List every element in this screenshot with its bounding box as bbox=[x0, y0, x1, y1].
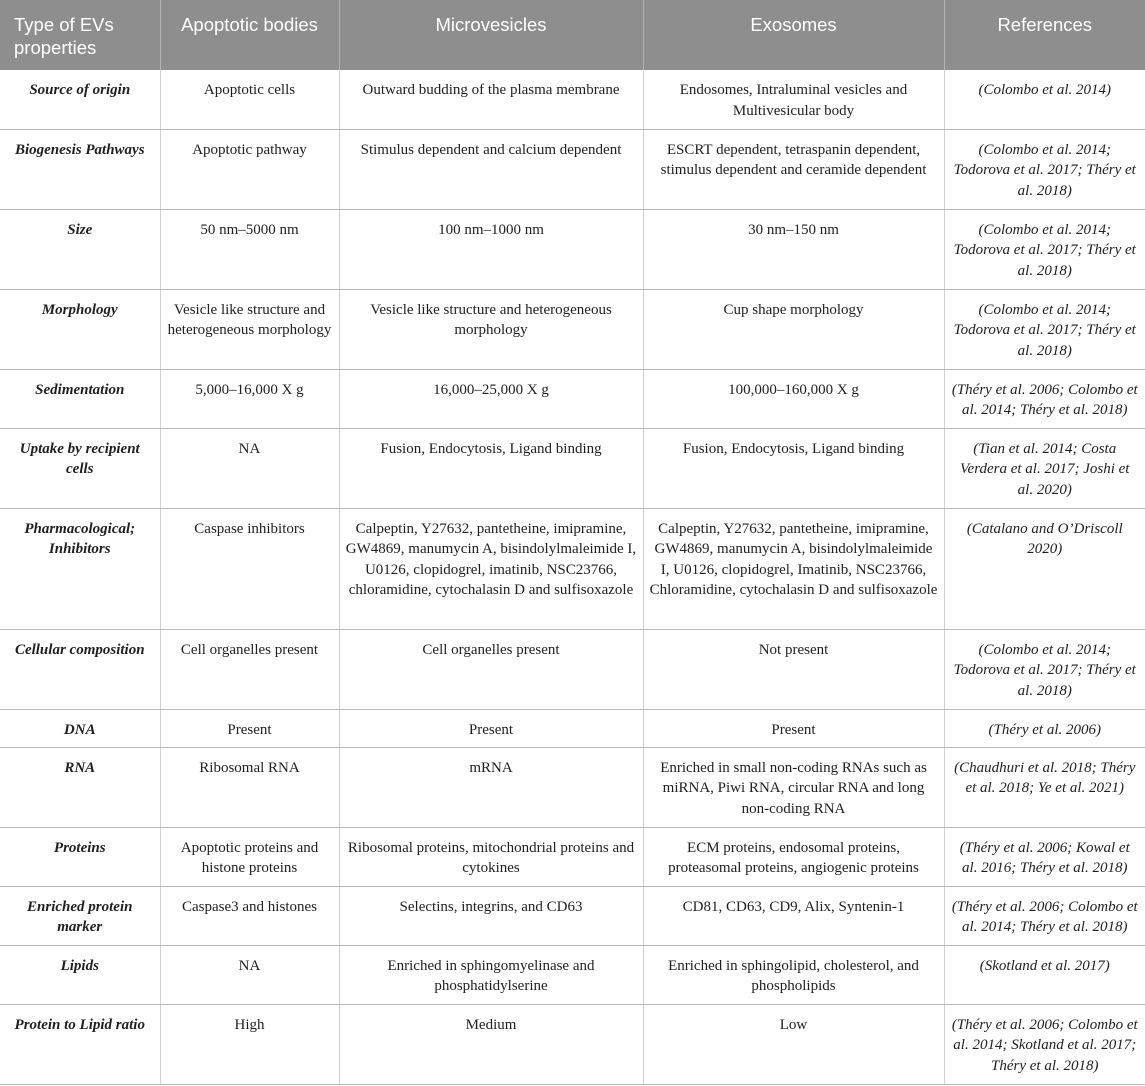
reference-cell: (Colombo et al. 2014) bbox=[944, 70, 1145, 129]
property-cell: Source of origin bbox=[0, 70, 160, 129]
exosomes-cell: ESCRT dependent, tetraspanin dependent, stimulus dependent and ceramide dependent bbox=[643, 129, 944, 209]
header-exosomes: Exosomes bbox=[643, 0, 944, 70]
reference-cell: (Théry et al. 2006) bbox=[944, 709, 1145, 747]
exosomes-cell: 30 nm–150 nm bbox=[643, 209, 944, 289]
table-row bbox=[0, 709, 1145, 747]
apoptotic-bodies-cell: Apoptotic cells bbox=[160, 70, 339, 129]
apoptotic-bodies-cell: Vesicle like structure and heterogeneous morphology bbox=[160, 289, 339, 369]
exosomes-cell: Present bbox=[643, 709, 944, 747]
microvesicles-cell: Medium bbox=[339, 1004, 643, 1084]
property-cell: Biogenesis Pathways bbox=[0, 129, 160, 209]
property-cell: Cellular composition bbox=[0, 629, 160, 709]
property-cell: Sedimentation bbox=[0, 369, 160, 428]
microvesicles-cell: Stimulus dependent and calcium dependent bbox=[339, 129, 643, 209]
table-row bbox=[0, 508, 1145, 629]
property-cell: Size bbox=[0, 209, 160, 289]
microvesicles-cell: Fusion, Endocytosis, Ligand binding bbox=[339, 428, 643, 508]
apoptotic-bodies-cell: Apoptotic pathway bbox=[160, 129, 339, 209]
table-row bbox=[0, 369, 1145, 428]
reference-cell: (Théry et al. 2006; Colombo et al. 2014; Skotland et al. 2017; Théry et al. 2018) bbox=[944, 1004, 1145, 1084]
microvesicles-cell: Vesicle like structure and heterogeneous morphology bbox=[339, 289, 643, 369]
apoptotic-bodies-cell: NA bbox=[160, 428, 339, 508]
reference-cell: (Catalano and O’Driscoll 2020) bbox=[944, 508, 1145, 629]
exosomes-cell: Enriched in small non-coding RNAs such as miRNA, Piwi RNA, circular RNA and long non-coding RNA bbox=[643, 747, 944, 827]
apoptotic-bodies-cell: NA bbox=[160, 945, 339, 1004]
exosomes-cell: Endosomes, Intraluminal vesicles and Multivesicular body bbox=[643, 70, 944, 129]
table-row bbox=[0, 289, 1145, 369]
table-row bbox=[0, 209, 1145, 289]
header-microvesicles: Microvesicles bbox=[339, 0, 643, 70]
microvesicles-cell: Enriched in sphingomyelinase and phosphatidylserine bbox=[339, 945, 643, 1004]
reference-cell: (Colombo et al. 2014; Todorova et al. 2017; Théry et al. 2018) bbox=[944, 629, 1145, 709]
property-cell: Morphology bbox=[0, 289, 160, 369]
table-row bbox=[0, 129, 1145, 209]
property-cell: Pharmacological; Inhibitors bbox=[0, 508, 160, 629]
microvesicles-cell: Outward budding of the plasma membrane bbox=[339, 70, 643, 129]
microvesicles-cell: mRNA bbox=[339, 747, 643, 827]
apoptotic-bodies-cell: Cell organelles present bbox=[160, 629, 339, 709]
header-property-type: Type of EVs properties bbox=[0, 0, 160, 70]
microvesicles-cell: Present bbox=[339, 709, 643, 747]
exosomes-cell: Fusion, Endocytosis, Ligand binding bbox=[643, 428, 944, 508]
property-cell: Lipids bbox=[0, 945, 160, 1004]
exosomes-cell: 100,000–160,000 X g bbox=[643, 369, 944, 428]
exosomes-cell: Low bbox=[643, 1004, 944, 1084]
exosomes-cell: Cup shape morphology bbox=[643, 289, 944, 369]
reference-cell: (Tian et al. 2014; Costa Verdera et al. 2017; Joshi et al. 2020) bbox=[944, 428, 1145, 508]
property-cell: Protein to Lipid ratio bbox=[0, 1004, 160, 1084]
apoptotic-bodies-cell: Present bbox=[160, 709, 339, 747]
reference-cell: (Théry et al. 2006; Colombo et al. 2014; Théry et al. 2018) bbox=[944, 369, 1145, 428]
reference-cell: (Chaudhuri et al. 2018; Théry et al. 2018; Ye et al. 2021) bbox=[944, 747, 1145, 827]
reference-cell: (Colombo et al. 2014; Todorova et al. 2017; Théry et al. 2018) bbox=[944, 289, 1145, 369]
table-row bbox=[0, 428, 1145, 508]
microvesicles-cell: Calpeptin, Y27632, pantetheine, imipramine, GW4869, manumycin A, bisindolylmaleimide I, U0126, clopidogrel, imatinib, NSC23766, chloramidine, cytochalasin D and sulfisoxazole bbox=[339, 508, 643, 629]
reference-cell: (Colombo et al. 2014; Todorova et al. 2017; Théry et al. 2018) bbox=[944, 129, 1145, 209]
exosomes-cell: CD81, CD63, CD9, Alix, Syntenin-1 bbox=[643, 886, 944, 945]
property-cell: Enriched protein marker bbox=[0, 886, 160, 945]
microvesicles-cell: Selectins, integrins, and CD63 bbox=[339, 886, 643, 945]
microvesicles-cell: Ribosomal proteins, mitochondrial proteins and cytokines bbox=[339, 827, 643, 886]
exosomes-cell: Enriched in sphingolipid, cholesterol, and phospholipids bbox=[643, 945, 944, 1004]
apoptotic-bodies-cell: Ribosomal RNA bbox=[160, 747, 339, 827]
header-apoptotic-bodies: Apoptotic bodies bbox=[160, 0, 339, 70]
header-references: References bbox=[944, 0, 1145, 70]
property-cell: RNA bbox=[0, 747, 160, 827]
apoptotic-bodies-cell: 5,000–16,000 X g bbox=[160, 369, 339, 428]
reference-cell: (Colombo et al. 2014; Todorova et al. 2017; Théry et al. 2018) bbox=[944, 209, 1145, 289]
property-cell: Uptake by recipient cells bbox=[0, 428, 160, 508]
exosomes-cell: ECM proteins, endosomal proteins, proteasomal proteins, angiogenic proteins bbox=[643, 827, 944, 886]
exosomes-cell: Calpeptin, Y27632, pantetheine, imipramine, GW4869, manumycin A, bisindolylmaleimide I, U0126, clopidogrel, Imatinib, NSC23766, Chloramidine, cytochalasin D and sulfisoxazole bbox=[643, 508, 944, 629]
property-cell: Proteins bbox=[0, 827, 160, 886]
table-row bbox=[0, 629, 1145, 709]
table-row bbox=[0, 827, 1145, 886]
reference-cell: (Théry et al. 2006; Kowal et al. 2016; Théry et al. 2018) bbox=[944, 827, 1145, 886]
microvesicles-cell: Cell organelles present bbox=[339, 629, 643, 709]
apoptotic-bodies-cell: High bbox=[160, 1004, 339, 1084]
table-row bbox=[0, 886, 1145, 945]
apoptotic-bodies-cell: 50 nm–5000 nm bbox=[160, 209, 339, 289]
reference-cell: (Théry et al. 2006; Colombo et al. 2014; Théry et al. 2018) bbox=[944, 886, 1145, 945]
exosomes-cell: Not present bbox=[643, 629, 944, 709]
microvesicles-cell: 100 nm–1000 nm bbox=[339, 209, 643, 289]
apoptotic-bodies-cell: Apoptotic proteins and histone proteins bbox=[160, 827, 339, 886]
table-row bbox=[0, 747, 1145, 827]
apoptotic-bodies-cell: Caspase inhibitors bbox=[160, 508, 339, 629]
table-row bbox=[0, 70, 1145, 129]
table-row bbox=[0, 945, 1145, 1004]
table-row bbox=[0, 1004, 1145, 1084]
property-cell: DNA bbox=[0, 709, 160, 747]
apoptotic-bodies-cell: Caspase3 and histones bbox=[160, 886, 339, 945]
microvesicles-cell: 16,000–25,000 X g bbox=[339, 369, 643, 428]
header-row bbox=[0, 0, 1145, 70]
reference-cell: (Skotland et al. 2017) bbox=[944, 945, 1145, 1004]
